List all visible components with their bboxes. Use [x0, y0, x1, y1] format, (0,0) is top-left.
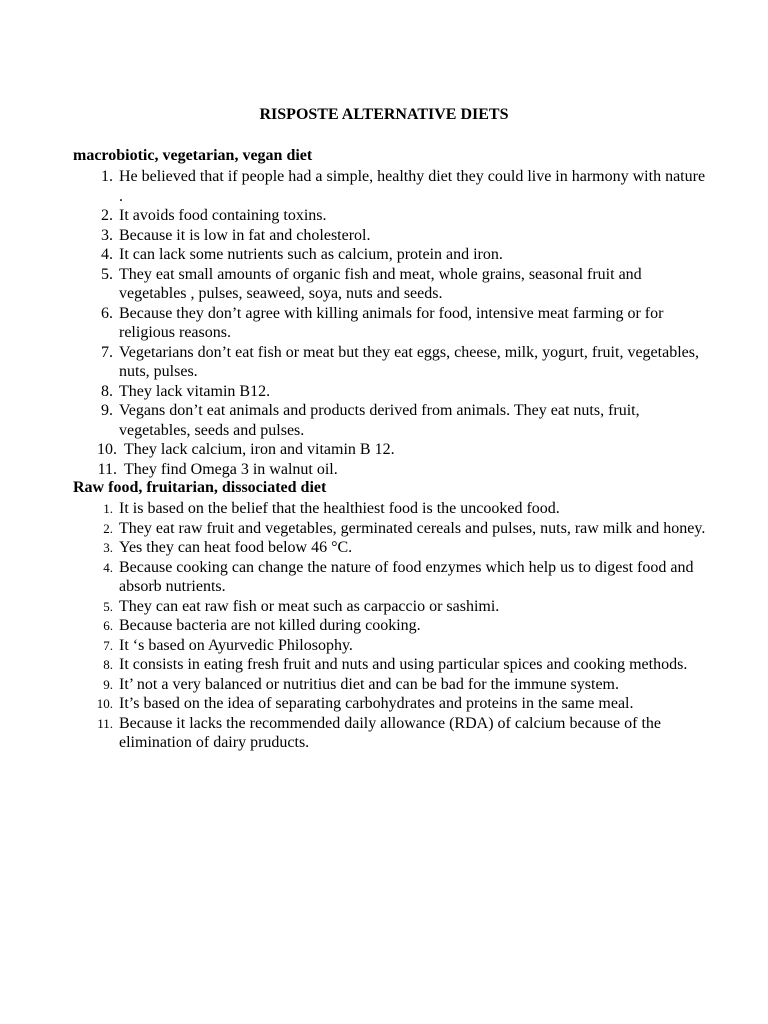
item-text: They find Omega 3 in walnut oil.: [124, 460, 338, 478]
item-text: He believed that if people had a simple, healthy diet they could live in harmony with nature .: [119, 168, 706, 205]
list-item: [73, 245, 713, 265]
answer-list: [73, 499, 713, 753]
item-text: It’ not a very balanced or nutritius diet and can be bad for the immune system.: [119, 675, 619, 693]
item-number: 6.: [103, 618, 113, 633]
item-text: They eat raw fruit and vegetables, germinated cereals and pulses, nuts, raw milk and honey.: [119, 519, 706, 537]
list-item: [73, 304, 713, 343]
list-item: [73, 714, 713, 753]
item-number: 1.: [101, 168, 113, 185]
item-text: Because bacteria are not killed during cooking.: [119, 617, 421, 634]
item-number: 4.: [101, 246, 113, 263]
list-item: [73, 343, 713, 382]
item-text: They lack vitamin B12.: [119, 382, 271, 400]
item-number: 8.: [103, 657, 113, 672]
section-raw-food-fruitarian-dissociated: [73, 477, 713, 753]
item-text: Because it is low in fat and cholesterol.: [119, 226, 371, 244]
item-text: It consists in eating fresh fruit and nuts and using particular spices and cooking methods.: [119, 656, 688, 673]
list-item: [73, 401, 713, 440]
item-number: 11.: [97, 460, 117, 478]
item-number: 5.: [101, 265, 113, 283]
list-item: [73, 597, 713, 617]
list-item: [73, 265, 713, 304]
item-number: 1.: [103, 501, 113, 516]
list-item: [73, 636, 713, 656]
item-text: Because they don’t agree with killing animals for food, intensive meat farming or for religious reasons.: [119, 304, 664, 341]
list-item: [73, 616, 713, 636]
item-number: 8.: [101, 382, 113, 400]
item-text: Because cooking can change the nature of food enzymes which help us to digest food and absorb nutrients.: [119, 558, 694, 595]
item-text: It’s based on the idea of separating carbohydrates and proteins in the same meal.: [119, 695, 634, 712]
item-number: 9.: [101, 402, 113, 419]
list-item: [73, 440, 713, 460]
list-item: [73, 206, 713, 226]
list-item: [73, 519, 713, 539]
item-number: 10.: [96, 696, 113, 711]
item-text: It avoids food containing toxins.: [119, 207, 327, 224]
item-text: Yes they can heat food below 46 °C.: [119, 539, 353, 556]
item-number: 4.: [103, 559, 113, 575]
item-number: 6.: [101, 304, 113, 322]
item-number: 5.: [103, 598, 113, 614]
item-text: Because it lacks the recommended daily allowance (RDA) of calcium because of the elimination of dairy pruducts.: [119, 714, 661, 751]
item-text: They eat small amounts of organic fish and meat, whole grains, seasonal fruit and vegetables , pulses, seaweed, soya, nuts and seeds.: [119, 265, 642, 302]
item-text: They can eat raw fish or meat such as carpaccio or sashimi.: [119, 597, 500, 615]
answer-list: [73, 167, 713, 479]
item-number: 2.: [103, 520, 113, 536]
list-item: [73, 167, 713, 206]
section-heading: macrobiotic, vegetarian, vegan diet: [73, 147, 313, 164]
item-number: 3.: [103, 540, 113, 555]
list-item: [73, 538, 713, 558]
item-text: It ‘s based on Ayurvedic Philosophy.: [119, 636, 353, 654]
list-item: [73, 499, 713, 519]
item-number: 7.: [103, 637, 113, 653]
list-item: [73, 655, 713, 675]
item-text: They lack calcium, iron and vitamin B 12.: [124, 441, 395, 458]
list-item: [73, 226, 713, 246]
section-macrobiotic-vegetarian-vegan: [73, 145, 713, 479]
section-heading: Raw food, fruitarian, dissociated diet: [73, 479, 327, 496]
item-number: 3.: [101, 226, 113, 244]
item-number: 2.: [101, 207, 113, 224]
list-item: [73, 558, 713, 597]
list-item: [73, 382, 713, 402]
list-item: [73, 694, 713, 714]
list-item: [73, 675, 713, 695]
item-number: 7.: [101, 343, 113, 361]
item-text: Vegans don’t eat animals and products derived from animals. They eat nuts, fruit, vegetables, seeds and pulses.: [119, 402, 640, 439]
item-number: 11.: [97, 715, 113, 731]
item-number: 9.: [103, 676, 113, 692]
item-text: It can lack some nutrients such as calcium, protein and iron.: [119, 246, 503, 263]
document-title: RISPOSTE ALTERNATIVE DIETS: [259, 106, 509, 123]
item-text: Vegetarians don’t eat fish or meat but they eat eggs, cheese, milk, yogurt, fruit, vegetables, nuts, pulses.: [119, 343, 699, 380]
item-number: 10.: [97, 441, 117, 458]
item-text: It is based on the belief that the healthiest food is the uncooked food.: [119, 500, 560, 517]
